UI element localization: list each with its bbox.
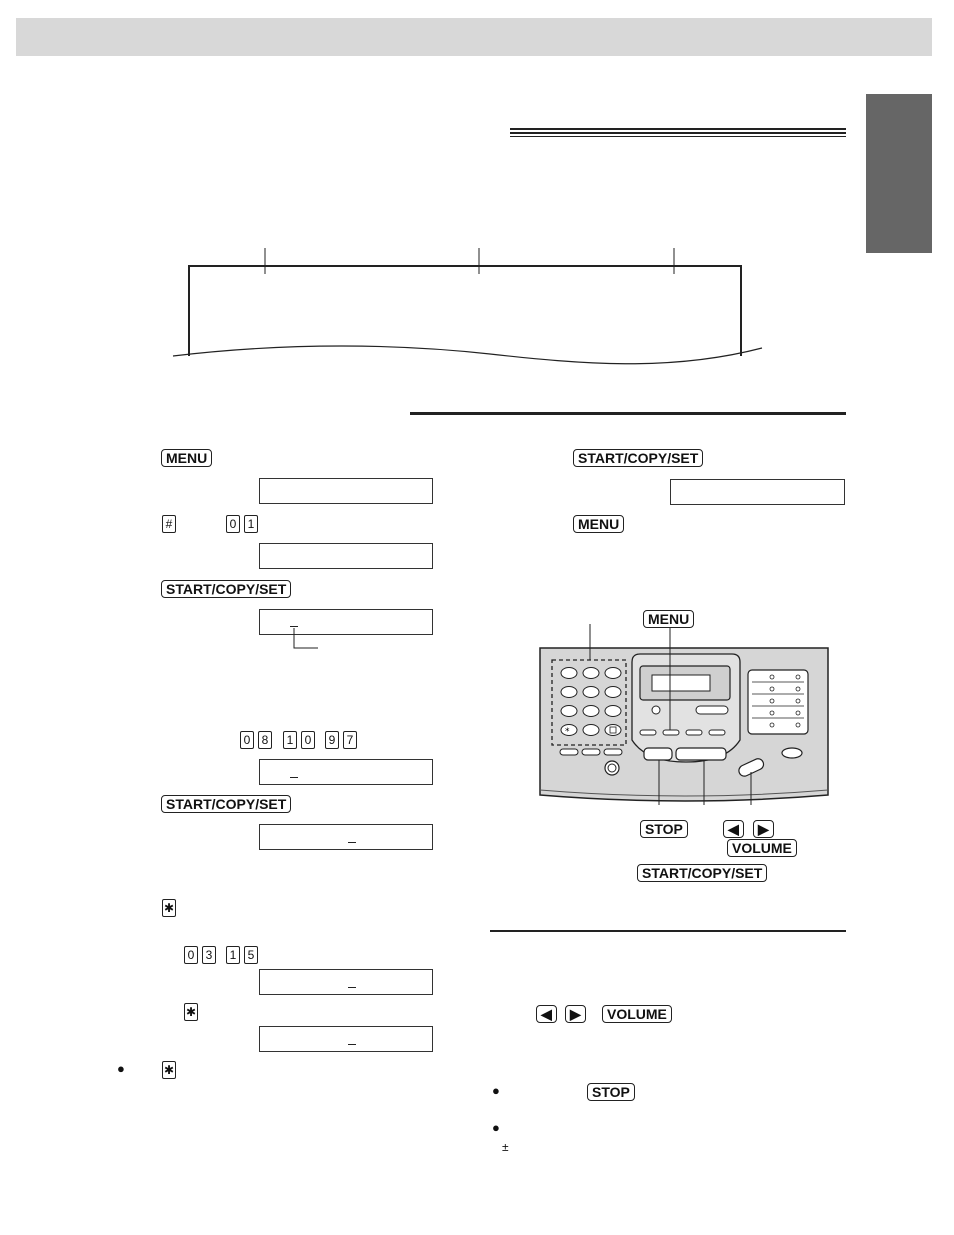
menu-key-diagram: MENU bbox=[643, 610, 694, 628]
digit-key: 1 bbox=[226, 946, 240, 964]
title-rule bbox=[510, 128, 846, 137]
bullet: ● bbox=[117, 1061, 125, 1076]
digit-key: 1 bbox=[244, 515, 258, 533]
digit-key: 8 bbox=[258, 731, 272, 749]
digit-key: 5 bbox=[244, 946, 258, 964]
lcd-display-7 bbox=[259, 1026, 433, 1052]
lcd-display-4 bbox=[259, 759, 433, 785]
fax-machine-illustration bbox=[536, 610, 832, 805]
star-key: ✱ bbox=[163, 1063, 175, 1077]
digit-key: 0 bbox=[240, 731, 254, 749]
digit-key: 9 bbox=[325, 731, 339, 749]
lcd-display-5 bbox=[259, 824, 433, 850]
digit-key: 0 bbox=[301, 731, 315, 749]
section-rule bbox=[410, 412, 846, 415]
header-bar bbox=[16, 18, 932, 56]
digit-key: 0 bbox=[184, 946, 198, 964]
stop-key: STOP bbox=[587, 1083, 635, 1101]
lcd-display-8 bbox=[670, 479, 845, 505]
lcd-display-2 bbox=[259, 543, 433, 569]
menu-key-left: MENU bbox=[161, 449, 212, 467]
stop-key-diagram: STOP bbox=[640, 820, 688, 838]
start-copy-set-key: START/COPY/SET bbox=[161, 580, 291, 598]
divider bbox=[490, 930, 846, 932]
menu-key-right: MENU bbox=[573, 515, 624, 533]
svg-text:*: * bbox=[565, 727, 570, 737]
hash-key: # bbox=[162, 515, 176, 533]
left-arrow-key: ◀ bbox=[536, 1005, 557, 1023]
bullet: ● bbox=[492, 1083, 500, 1098]
star-key: ✱ bbox=[163, 901, 175, 915]
lcd-display-3 bbox=[259, 609, 433, 635]
start-copy-set-key-diagram: START/COPY/SET bbox=[637, 864, 767, 882]
right-arrow-key: ▶ bbox=[565, 1005, 586, 1023]
digit-key: 3 bbox=[202, 946, 216, 964]
star-key: ✱ bbox=[185, 1005, 197, 1019]
digit-key: 0 bbox=[226, 515, 240, 533]
start-copy-set-key: START/COPY/SET bbox=[161, 795, 291, 813]
right-arrow-key-diagram: ▶ bbox=[753, 820, 774, 838]
start-copy-set-key: START/COPY/SET bbox=[573, 449, 703, 467]
callout-line bbox=[290, 628, 320, 652]
paper-sheet-illustration bbox=[170, 244, 770, 369]
volume-key: VOLUME bbox=[602, 1005, 672, 1023]
left-arrow-key-diagram: ◀ bbox=[723, 820, 744, 838]
lcd-display-1 bbox=[259, 478, 433, 504]
digit-key: 1 bbox=[283, 731, 297, 749]
plus-minus-sign: ± bbox=[502, 1140, 509, 1154]
digit-key: 7 bbox=[343, 731, 357, 749]
bullet: ● bbox=[492, 1120, 500, 1135]
lcd-display-6 bbox=[259, 969, 433, 995]
side-tab bbox=[866, 94, 932, 253]
volume-key-diagram: VOLUME bbox=[727, 839, 797, 857]
